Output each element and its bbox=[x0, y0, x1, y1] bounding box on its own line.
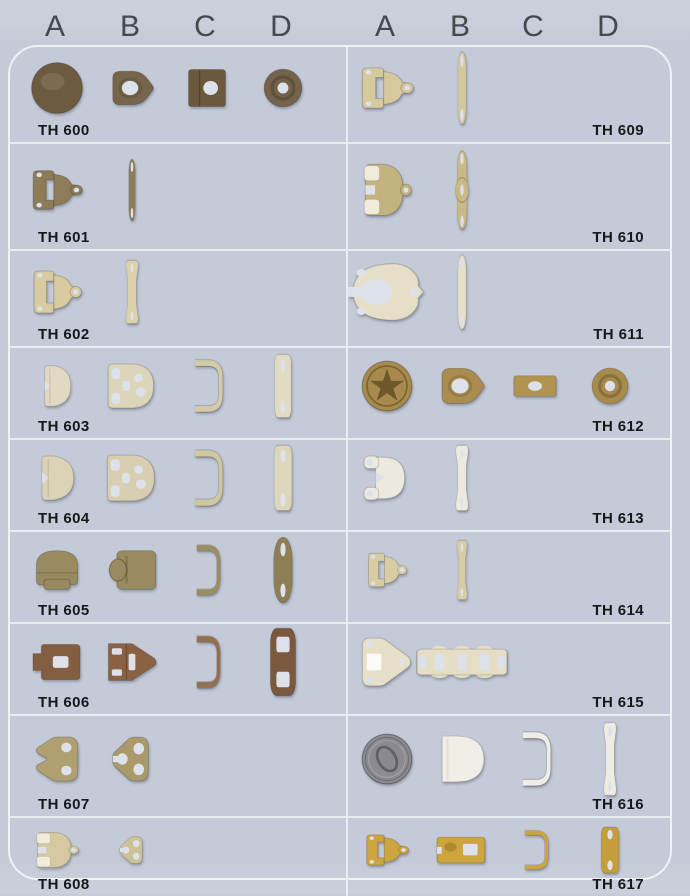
product-cell-th616 bbox=[348, 716, 670, 816]
product-cell-th603 bbox=[10, 348, 346, 438]
item-th612-c-recthole-icon bbox=[512, 370, 558, 402]
item-th616-a-coin-icon bbox=[360, 732, 414, 786]
item-th604-b-plate-icon bbox=[104, 452, 160, 504]
item-th611-a-bigeye-icon bbox=[348, 261, 426, 323]
item-th605-a-hooktab-icon bbox=[30, 547, 84, 593]
item-th616-c-uwire-icon bbox=[516, 730, 554, 788]
item-th600-b-eyelet-icon bbox=[108, 67, 156, 109]
catalog-row bbox=[10, 716, 670, 818]
item-th607-a-clawhook-icon bbox=[31, 735, 83, 783]
item-th601-b-bar-icon bbox=[124, 158, 140, 222]
item-th600-c-squarehole-icon bbox=[184, 66, 230, 110]
item-th612-d-washer-icon bbox=[590, 366, 630, 406]
product-code: TH 602 bbox=[38, 326, 90, 343]
item-th608-a-hookpad-icon bbox=[33, 830, 81, 870]
column-header-letter: C bbox=[522, 10, 544, 43]
item-th611-b-bar-icon bbox=[452, 253, 472, 331]
product-code: TH 616 bbox=[592, 796, 644, 813]
product-cell-th605 bbox=[10, 532, 346, 622]
product-code: TH 604 bbox=[38, 510, 90, 527]
column-header-letter: A bbox=[44, 10, 66, 43]
item-th604-c-uwire-icon bbox=[188, 448, 226, 508]
item-th604-a-sidehook-icon bbox=[35, 453, 79, 503]
item-th607-b-clawhook2-icon bbox=[108, 733, 156, 785]
item-th604-d-flatbar-icon bbox=[270, 444, 296, 512]
catalog-row bbox=[10, 348, 670, 440]
product-code: TH 606 bbox=[38, 694, 90, 711]
item-th616-d-dogbone-icon bbox=[599, 721, 621, 797]
column-header-row bbox=[0, 8, 690, 46]
item-th602-b-dogbone-icon bbox=[121, 259, 143, 325]
item-th612-b-eyelet-icon bbox=[437, 364, 487, 408]
item-th610-b-barbump-icon bbox=[450, 149, 474, 231]
product-cell-th602 bbox=[10, 251, 346, 346]
product-cell-th614 bbox=[348, 532, 670, 622]
product-cell-th608 bbox=[10, 818, 346, 896]
item-th605-c-uwire-icon bbox=[191, 543, 223, 597]
item-th606-a-buckle2-icon bbox=[31, 641, 83, 683]
product-cell-th606 bbox=[10, 624, 346, 714]
catalog-row bbox=[10, 532, 670, 624]
column-header-letter: D bbox=[597, 10, 619, 43]
item-th609-b-bar-icon bbox=[452, 50, 472, 126]
product-code: TH 613 bbox=[592, 510, 644, 527]
product-code: TH 610 bbox=[592, 229, 644, 246]
catalog-row bbox=[10, 47, 670, 144]
product-cell-th604 bbox=[10, 440, 346, 530]
catalog-row bbox=[10, 440, 670, 532]
product-code: TH 612 bbox=[592, 418, 644, 435]
item-th602-a-hook-icon bbox=[31, 267, 83, 317]
column-header-letter: C bbox=[194, 10, 216, 43]
product-cell-th613 bbox=[348, 440, 670, 530]
item-th603-d-flatbar-icon bbox=[271, 353, 295, 419]
item-th603-b-plate-icon bbox=[105, 361, 159, 411]
item-th605-d-ovalbar-icon bbox=[270, 536, 296, 604]
product-code: TH 608 bbox=[38, 876, 90, 893]
product-code: TH 600 bbox=[38, 122, 90, 139]
product-cell-th600 bbox=[10, 47, 346, 142]
item-th615-a-trihook-icon bbox=[359, 636, 415, 688]
column-header-letter: B bbox=[449, 10, 471, 43]
item-th600-a-disc-icon bbox=[30, 61, 84, 115]
product-code: TH 601 bbox=[38, 229, 90, 246]
product-code: TH 615 bbox=[592, 694, 644, 711]
product-code: TH 603 bbox=[38, 418, 90, 435]
item-th612-a-star-icon bbox=[360, 359, 414, 413]
product-cell-th612 bbox=[348, 348, 670, 438]
item-th617-b-bucklegold-icon bbox=[436, 831, 488, 869]
product-cell-th607 bbox=[10, 716, 346, 816]
product-cell-th610 bbox=[348, 144, 670, 249]
catalog-row bbox=[10, 624, 670, 716]
product-cell-th615 bbox=[348, 624, 670, 714]
item-th609-a-hook-icon bbox=[359, 64, 415, 112]
item-th617-a-hook-icon bbox=[364, 832, 410, 868]
item-th610-a-hookpad-icon bbox=[360, 161, 414, 219]
product-grid-panel bbox=[8, 45, 672, 893]
product-cell-th617 bbox=[348, 818, 670, 896]
product-code: TH 607 bbox=[38, 796, 90, 813]
item-th603-c-uwire-icon bbox=[188, 358, 226, 414]
item-th617-c-uwire-icon bbox=[519, 829, 551, 871]
item-th613-b-dogbone-icon bbox=[451, 444, 473, 512]
item-th617-d-flatbar-icon bbox=[597, 826, 623, 874]
item-th606-b-tribuckle-icon bbox=[104, 639, 160, 685]
item-th616-b-dplate-icon bbox=[436, 733, 488, 785]
product-code: TH 609 bbox=[592, 122, 644, 139]
item-th614-b-dogbone-icon bbox=[453, 539, 471, 601]
product-code: TH 605 bbox=[38, 602, 90, 619]
item-th603-a-sidehook-icon bbox=[39, 363, 75, 409]
item-th608-b-clawhook2-icon bbox=[117, 834, 147, 866]
product-code: TH 611 bbox=[593, 326, 644, 343]
product-code: TH 617 bbox=[592, 876, 644, 893]
item-th601-a-hook-icon bbox=[30, 167, 84, 213]
item-th615-b-adjuster-icon bbox=[415, 639, 509, 685]
item-th600-d-washer-icon bbox=[262, 67, 304, 109]
item-th613-a-hookround-icon bbox=[361, 452, 413, 504]
product-cell-th611 bbox=[348, 251, 670, 346]
catalog-row bbox=[10, 818, 670, 896]
item-th606-d-slotbar-icon bbox=[268, 627, 298, 697]
item-th605-b-buckle-icon bbox=[105, 547, 159, 593]
column-header-letter: A bbox=[374, 10, 396, 43]
catalog-row bbox=[10, 251, 670, 348]
product-code: TH 614 bbox=[592, 602, 644, 619]
column-header-letter: D bbox=[270, 10, 292, 43]
catalog-row bbox=[10, 144, 670, 251]
column-header-letter: B bbox=[119, 10, 141, 43]
product-cell-th601 bbox=[10, 144, 346, 249]
product-cell-th609 bbox=[348, 47, 670, 142]
item-th606-c-uwire-icon bbox=[191, 634, 223, 690]
item-th614-a-hook-icon bbox=[366, 550, 408, 590]
